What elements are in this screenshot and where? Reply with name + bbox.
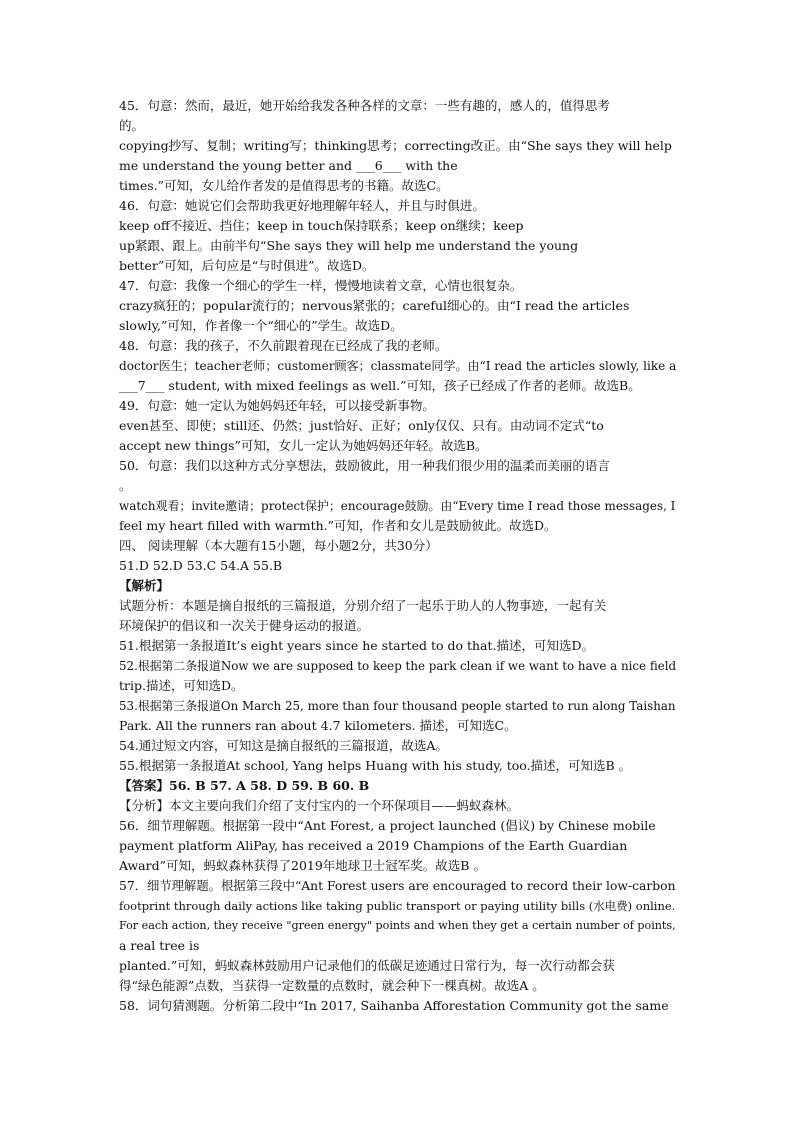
text-line: 47．句意：我像一个细心的学生一样，慢慢地读着文章，心情也很复杂。: [119, 278, 523, 293]
analysis-summary: 【分析】本文主要向我们介绍了支付宝内的一个环保项目——蚂蚁森林。: [119, 798, 520, 813]
answer-key: 【答案】56. B 57. A 58. D 59. B 60. B: [119, 778, 370, 793]
text-line: 55.根据第一条报道At school, Yang helps Huang with his study, too.描述，可知选B 。: [119, 758, 632, 773]
text-line: 50．句意：我们以这种方式分享想法，鼓励彼此，用一种我们很少用的温柔而美丽的语言: [119, 458, 610, 473]
text-line: planted.”可知，蚂蚁森林鼓励用户记录他们的低碳足迹通过日常行为，每一次行动都会获: [119, 958, 615, 973]
text-line: payment platform AliPay, has received a 2019 Champions of the Earth Guardian: [119, 838, 628, 853]
text-line: 试题分析：本题是摘自报纸的三篇报道，分别介绍了一起乐于助人的人物事迹，一起有关: [119, 598, 607, 613]
text-line: 46．句意：她说它们会帮助我更好地理解年轻人，并且与时俱进。: [119, 198, 485, 213]
text-line: me understand the young better and ___6___ with the: [119, 158, 458, 173]
text-line: times.”可知，女儿给作者发的是值得思考的书籍。故选C。: [119, 178, 449, 193]
text-line: 49．句意：她一定认为她妈妈还年轻，可以接受新事物。: [119, 398, 435, 413]
text-line: doctor医生；teacher老师；customer顾客；classmate同学。由“I read the articles slowly, like a: [119, 359, 677, 373]
text-line: better”可知，后句应是“与时俱进”。故选D。: [119, 258, 375, 273]
text-line: feel my heart filled with warmth.”可知，作者和女儿是鼓励彼此。故选D。: [119, 518, 557, 533]
text-line: Award”可知，蚂蚁森林获得了2019年地球卫士冠军奖。故选B 。: [119, 858, 486, 873]
text-line: trip.描述，可知选D。: [119, 678, 244, 693]
text-line: 53.根据第三条报道On March 25, more than four thousand people started to run along Taishan: [119, 699, 676, 713]
analysis-label: 【解析】: [119, 578, 170, 593]
text-line: a real tree is: [119, 938, 200, 953]
text-line: 51.根据第一条报道It’s eight years since he started to do that.描述，可知选D。: [119, 638, 595, 653]
text-line: slowly,”可知，作者像一个“细心的”学生。故选D。: [119, 318, 403, 333]
text-line: 45．句意：然而，最近，她开始给我发各种各样的文章：一些有趣的，感人的，值得思考: [119, 98, 610, 113]
document-page: [119, 96, 679, 1016]
text-line: 56．细节理解题。根据第一段中“Ant Forest, a project launched (倡议) by Chinese mobile: [119, 818, 656, 833]
text-line: 48．句意：我的孩子，不久前跟着现在已经成了我的老师。: [119, 338, 448, 353]
text-line: 环境保护的倡议和一次关于健身运动的报道。: [119, 618, 370, 633]
answer-key: 51.D 52.D 53.C 54.A 55.B: [119, 558, 283, 573]
text-line: accept new things”可知，女儿一定认为她妈妈还年轻。故选B。: [119, 438, 488, 453]
section-heading: 四、 阅读理解（本大题有15小题，每小题2分，共30分）: [119, 538, 438, 553]
text-line: footprint through daily actions like taking public transport or paying utility bills (水电费) online.: [119, 899, 676, 913]
text-line: 54.通过短文内容，可知这是摘自报纸的三篇报道，故选A。: [119, 738, 448, 753]
text-line: watch观看；invite邀请；protect保护；encourage鼓励。由“Every time I read those messages, I: [119, 499, 676, 513]
text-line: 57．细节理解题。根据第三段中“Ant Forest users are encouraged to record their low-carbon: [119, 879, 676, 893]
text-line: For each action, they receive "green energy" points and when they get a certain number of points,: [119, 919, 676, 932]
text-line: ___7___ student, with mixed feelings as well.”可知，孩子已经成了作者的老师。故选B。: [119, 378, 641, 393]
text-line: up紧跟、跟上。由前半句“She says they will help me understand the young: [119, 238, 579, 253]
text-line: 52.根据第二条报道Now we are supposed to keep the park clean if we want to have a nice field: [119, 659, 677, 673]
text-line: 58．词句猜测题。分析第二段中“In 2017, Saihanba Afforestation Community got the same: [119, 998, 669, 1013]
text-line: Park. All the runners ran about 4.7 kilometers. 描述，可知选C。: [119, 718, 517, 733]
text-line: 得“绿色能源”点数，当获得一定数量的点数时，就会种下一棵真树。故选A 。: [119, 978, 545, 993]
text-line: copying抄写、复制；writing写；thinking思考；correcting改正。由“She says they will help: [119, 138, 672, 153]
text-line: 。: [119, 478, 132, 493]
text-line: even甚至、即使；still还、仍然；just恰好、正好；only仅仅、只有。由动词不定式“to: [119, 418, 604, 433]
text-line: keep off不接近、挡住；keep in touch保持联系；keep on继续；keep: [119, 218, 524, 233]
text-line: 的。: [119, 118, 145, 133]
text-line: crazy疯狂的；popular流行的；nervous紧张的；careful细心的。由“I read the articles: [119, 298, 630, 313]
